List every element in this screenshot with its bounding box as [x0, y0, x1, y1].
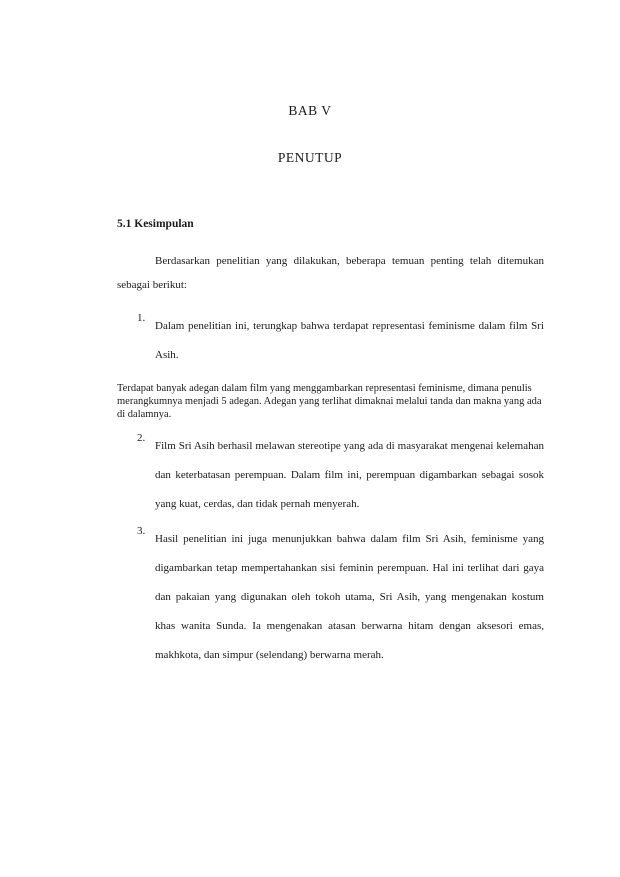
intro-paragraph: Berdasarkan penelitian yang dilakukan, beberapa temuan penting telah ditemukan sebagai berikut: — [117, 255, 544, 291]
finding-number: 1. — [137, 312, 146, 324]
finding-number: 2. — [137, 432, 146, 444]
section-heading: 5.1 Kesimpulan — [117, 218, 194, 230]
finding-text: Hasil penelitian ini juga menunjukkan bahwa dalam film Sri Asih, feminisme yang digambarkan tetap mempertahankan sisi feminin perempuan. Hal ini terlihat dari gaya dan pakaian yang digunakan oleh tokoh utama, Sri Asih, yang mengenakan kostum khas wanita Sunda. Ia mengenakan atasan berwarna hitam dengan aksesori emas, makhkota, dan simpur (selendang) berwarna merah. — [155, 533, 544, 661]
inserted-note: Terdapat banyak adegan dalam film yang menggambarkan representasi feminisme, dimana penulis merangkumnya menjadi 5 adegan. Adegan yang terlihat dimaknai melalui tanda dan makna yang ada di dalamnya. — [117, 383, 542, 420]
chapter-number: BAB V — [288, 103, 332, 118]
finding-number: 3. — [137, 525, 146, 537]
chapter-title: PENUTUP — [277, 150, 343, 165]
finding-text: Dalam penelitian ini, terungkap bahwa terdapat representasi feminisme dalam film Sri Asih. — [155, 320, 544, 361]
finding-text: Film Sri Asih berhasil melawan stereotipe yang ada di masyarakat mengenai kelemahan dan keterbatasan perempuan. Dalam film ini, perempuan digambarkan sebagai sosok yang kuat, cerdas, dan tidak pernah menyerah. — [155, 440, 544, 510]
